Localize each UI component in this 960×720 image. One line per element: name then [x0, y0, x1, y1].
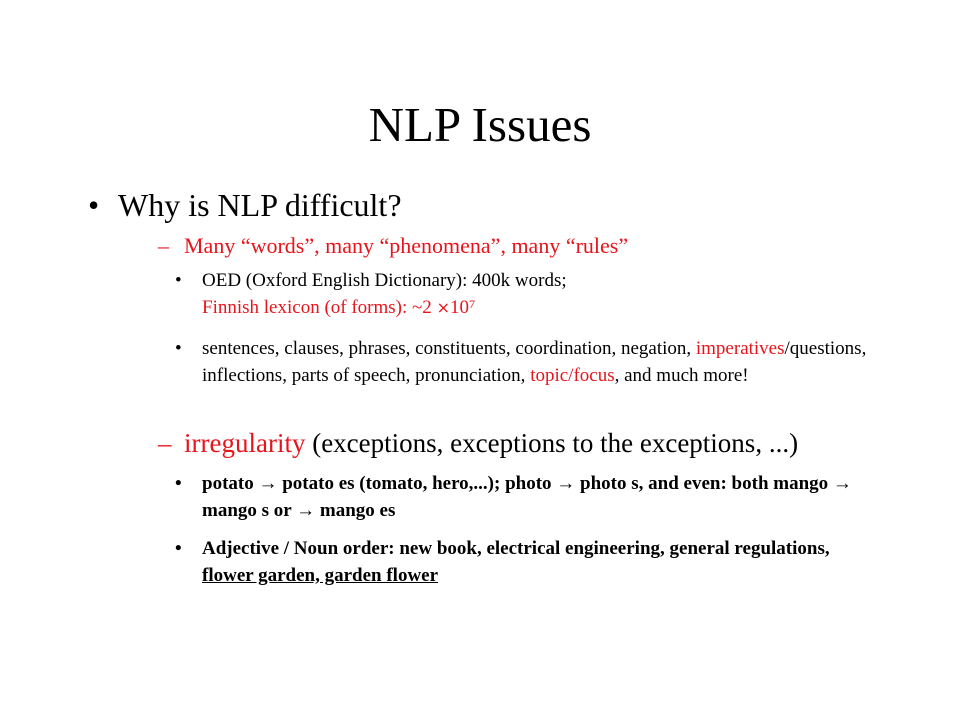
- finnish-base: 10: [449, 297, 469, 318]
- adjective-underlined: flower garden, garden flower: [202, 565, 439, 586]
- finnish-text: Finnish lexicon (of forms): ~2: [202, 297, 437, 318]
- phenomena-text: sentences, clauses, phrases, constituents, coordination, negation,: [202, 338, 696, 359]
- arrow-icon: →: [296, 500, 316, 521]
- oed-text: OED (Oxford English Dictionary): 400k words;: [202, 270, 567, 291]
- times-symbol: ×: [436, 298, 450, 317]
- phenomena-text-2: /questions, inflections, parts of speech, pronunciation,: [202, 338, 867, 386]
- bullet-text: Why is NLP difficult?: [118, 187, 402, 223]
- finnish-exponent: 7: [468, 297, 475, 311]
- adjective-text: Adjective / Noun order: new book, electrical engineering, general regulations,: [202, 538, 830, 559]
- arrow-icon: →: [258, 473, 278, 494]
- dash-marker: –: [158, 428, 172, 458]
- item-marker: •: [175, 473, 182, 494]
- arrow-icon: →: [832, 473, 852, 494]
- dash-marker: –: [158, 233, 169, 258]
- bullet-marker: •: [88, 187, 100, 223]
- phenomena-text-3: , and much more!: [614, 365, 749, 386]
- item-marker: •: [175, 338, 182, 359]
- arrow-icon: →: [556, 473, 576, 494]
- item-marker: •: [175, 270, 182, 291]
- phenomena-topic-focus: topic/focus: [530, 365, 615, 386]
- irregularity-word: irregularity: [184, 428, 306, 458]
- irregularity-text: (exceptions, exceptions to the exceptions, ...): [305, 428, 799, 458]
- phenomena-imperatives: imperatives: [695, 338, 785, 359]
- item-marker: •: [175, 538, 182, 559]
- page-title: NLP Issues: [368, 97, 592, 152]
- subbullet-text: Many “words”, many “phenomena”, many “rules”: [184, 233, 629, 258]
